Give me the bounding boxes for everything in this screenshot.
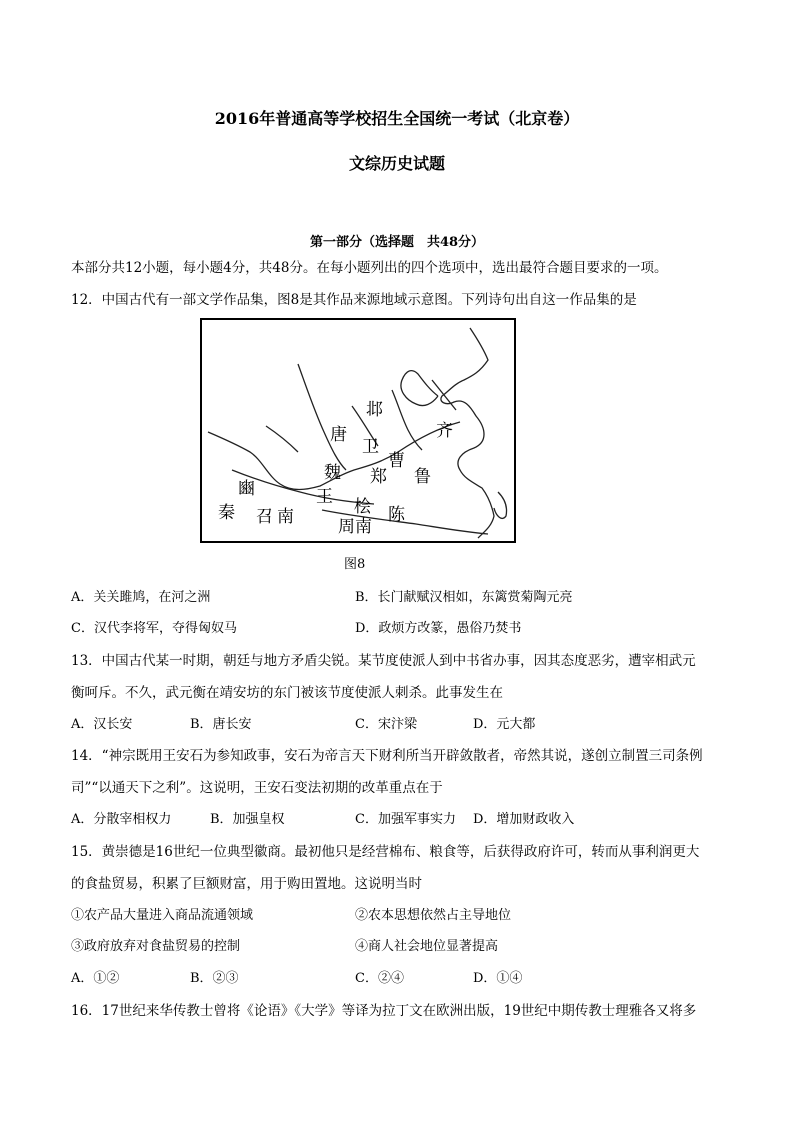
q15-statement-4: ④商人社会地位显著提高 [355,939,499,954]
q13-option-b: B．唐长安 [190,717,252,732]
q15-statement-2: ②农本思想依然占主导地位 [355,908,512,923]
map-label-zhounan: 周南 [338,517,372,537]
exam-title: 2016年普通高等学校招生全国统一考试（北京卷） [214,109,580,128]
map-label-cao: 曹 [388,451,405,471]
map-label-wei: 魏 [324,463,341,483]
question-12-stem: 12．中国古代有一部文学作品集，图8是其作品来源地域示意图。下列诗句出自这一作品集的是 [71,292,637,308]
q15-option-a: A．①② [71,971,120,986]
figure-caption: 图8 [344,557,366,572]
q13-option-d: D．元大都 [473,717,536,732]
question-15-line-1: 15．黄崇德是16世纪一位典型徽商。最初他只是经营棉布、粮食等，后获得政府许可，转而从事利润更大 [71,844,700,860]
map-label-bin: 豳 [238,479,255,499]
q15-option-c: C．②④ [355,971,404,986]
map-label-chen: 陈 [388,505,405,525]
q14-option-a: A．分散宰相权力 [71,812,172,827]
question-14-line-1: 14．“神宗既用王安石为参知政事，安石为帝言天下财利所当开辟敛散者，帝然其说，遂创立制置三司条例 [71,748,703,764]
question-13-line-1: 13．中国古代某一时期，朝廷与地方矛盾尖锐。某节度使派人到中书省办事，因其态度恶劣，遭宰相武元 [71,653,696,669]
map-label-zheng: 郑 [370,467,387,487]
q12-option-a: A．关关雎鸠，在河之洲 [71,590,211,605]
question-15-line-2: 的食盐贸易，积累了巨额财富，用于购田置地。这说明当时 [71,876,422,892]
q15-statement-3: ③政府放弃对食盐贸易的控制 [71,939,241,954]
q15-statement-1: ①农产品大量进入商品流通领域 [71,908,254,923]
exam-subtitle: 文综历史试题 [348,154,445,173]
map-label-tang: 唐 [330,425,347,445]
map-label-qi: 齐 [436,421,453,441]
q13-option-a: A．汉长安 [71,717,133,732]
map-label-lu: 鲁 [414,467,431,487]
map-figure [200,318,516,543]
question-13-line-2: 衡呵斥。不久，武元衡在靖安坊的东门被该节度使派人刺杀。此事发生在 [71,685,503,701]
section-intro: 本部分共12小题，每小题4分，共48分。在每小题列出的四个选项中，选出最符合题目要求的一项。 [71,260,668,276]
q14-option-c: C．加强军事实力 [355,812,456,827]
map-label-wang: 王 [316,487,333,507]
map-label-wei-state: 卫 [362,437,379,457]
map-label-shaonan: 召南 [256,507,298,527]
q13-option-c: C．宋汴梁 [355,717,417,732]
map-label-bei: 邶 [366,400,383,420]
question-16-line-1: 16．17世纪来华传教士曾将《论语》《大学》等译为拉丁文在欧洲出版，19世纪中期传教士理雅各又将多 [71,1003,697,1019]
q15-option-b: B．②③ [190,971,239,986]
section-title: 第一部分（选择题 共48分） [309,235,485,250]
q12-option-d: D．政烦方改篆，愚俗乃焚书 [355,621,522,636]
q12-option-c: C．汉代李将军，夺得匈奴马 [71,621,237,636]
q12-option-b: B．长门献赋汉相如，东篱赏菊陶元亮 [355,590,573,605]
q14-option-b: B．加强皇权 [210,812,285,827]
q14-option-d: D．增加财政收入 [473,812,575,827]
question-14-line-2: 司”“以通天下之利”。这说明，王安石变法初期的改革重点在于 [71,780,443,796]
q15-option-d: D．①④ [473,971,523,986]
map-label-kuai: 桧 [354,497,371,517]
map-label-qin: 秦 [218,503,235,523]
